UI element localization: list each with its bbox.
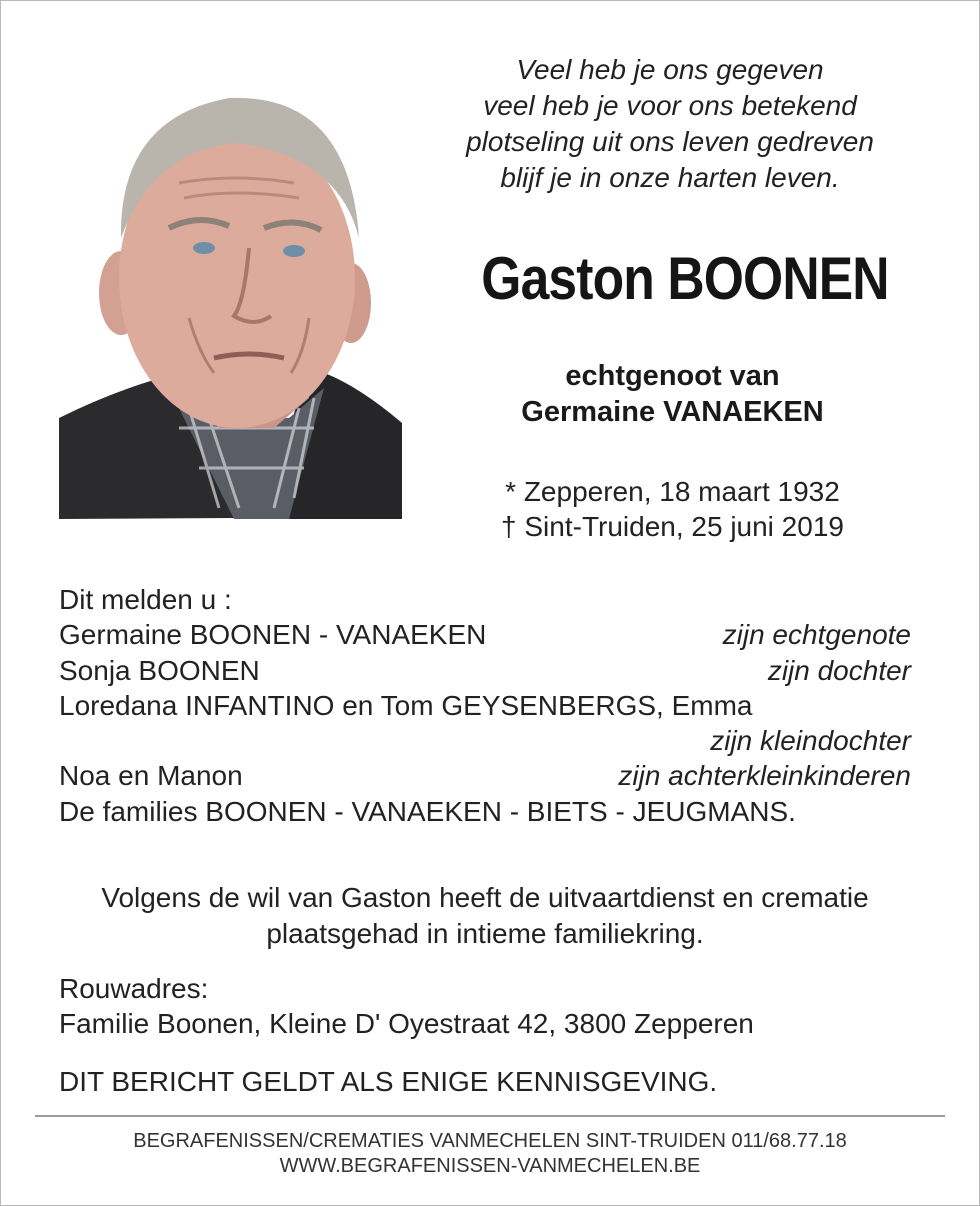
poem-line: plotseling uit ons leven gedreven (466, 126, 874, 157)
address-value: Familie Boonen, Kleine D' Oyestraat 42, 3800 Zepperen (59, 1008, 754, 1039)
death-date: † Sint-Truiden, 25 juni 2019 (501, 511, 844, 542)
funeral-note (40, 880, 930, 952)
spouse-block (440, 358, 905, 430)
footer-line-1: BEGRAFENISSEN/CREMATIES VANMECHELEN SINT-TRUIDEN 011/68.77.18 (133, 1130, 847, 1152)
mention-families: De families BOONEN - VANAEKEN - BIETS - JEUGMANS. (59, 795, 796, 827)
poem-line: Veel heb je ons gegeven (516, 54, 824, 85)
footer-divider (35, 1115, 945, 1117)
funeral-home-footer (20, 1129, 960, 1179)
poem (420, 52, 920, 196)
mention-name: Sonja BOONEN (59, 654, 260, 686)
deceased-name: Gaston BOONEN (481, 245, 889, 312)
mention-relation: zijn dochter (767, 654, 911, 686)
birth-date: * Zepperen, 18 maart 1932 (505, 476, 840, 507)
family-mentions (59, 582, 911, 829)
footer-website-link[interactable]: WWW.BEGRAFENISSEN-VANMECHELEN.BE (279, 1155, 701, 1177)
mention-relation: zijn echtgenote (722, 619, 911, 651)
mention-row (59, 758, 911, 793)
mention-row (59, 617, 911, 652)
mention-relation: zijn achterkleinkinderen (618, 760, 911, 792)
spouse-line-1: echtgenoot van (565, 360, 780, 392)
mention-name: Germaine BOONEN - VANAEKEN (59, 619, 487, 651)
mention-relation: zijn kleindochter (710, 725, 911, 757)
poem-line: blijf je in onze harten leven. (500, 162, 840, 193)
funeral-note-line-2: plaatsgehad in intieme familiekring. (266, 918, 704, 949)
funeral-note-line-1: Volgens de wil van Gaston heeft de uitvaartdienst en crematie (101, 882, 869, 913)
address-label: Rouwadres: (59, 973, 209, 1004)
portrait-photo (59, 88, 402, 519)
mention-name: Noa en Manon (59, 760, 243, 792)
sole-notice: DIT BERICHT GELDT ALS ENIGE KENNISGEVING. (59, 1066, 718, 1097)
mention-row (59, 723, 911, 758)
life-dates (440, 474, 905, 544)
poem-line: veel heb je voor ons betekend (483, 90, 857, 121)
spouse-line-2: Germaine VANAEKEN (521, 396, 824, 428)
mourning-address (59, 971, 919, 1041)
mentions-intro: Dit melden u : (59, 584, 232, 615)
mention-row (59, 688, 911, 723)
mention-name: Loredana INFANTINO en Tom GEYSENBERGS, Emma (59, 689, 753, 721)
mention-row (59, 653, 911, 688)
